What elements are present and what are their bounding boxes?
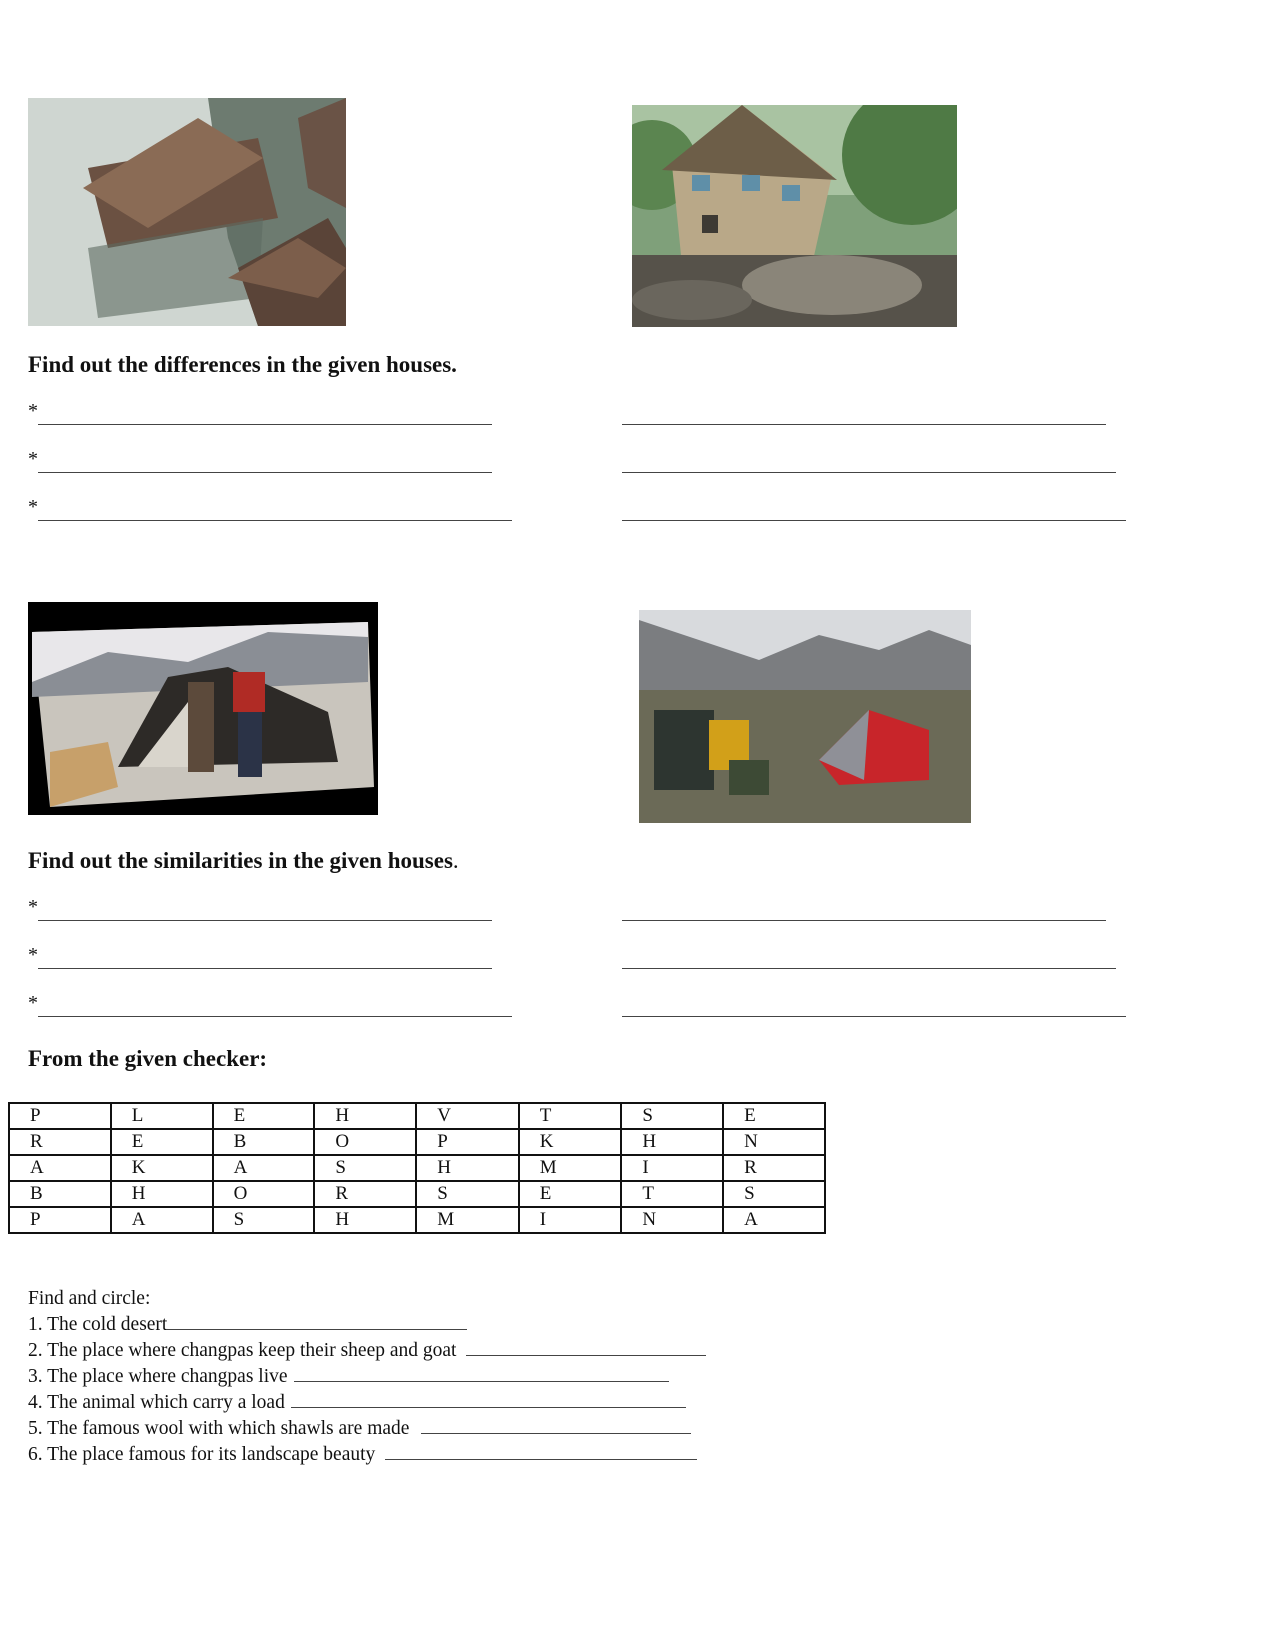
- bullet-star: *: [28, 896, 38, 918]
- bullet-star: *: [28, 992, 38, 1014]
- similarities-heading-text: Find out the similarities in the given houses: [28, 848, 453, 873]
- checker-cell[interactable]: S: [314, 1155, 416, 1181]
- answer-blank[interactable]: [38, 472, 492, 473]
- answer-row: [0, 994, 1275, 1018]
- answer-blank[interactable]: [622, 424, 1106, 425]
- list-item: [28, 1311, 706, 1337]
- differences-heading: Find out the differences in the given houses.: [28, 352, 457, 377]
- checker-cell[interactable]: B: [9, 1181, 111, 1207]
- answer-row: [0, 898, 1275, 922]
- checker-cell[interactable]: P: [416, 1129, 519, 1155]
- checker-cell[interactable]: E: [213, 1103, 315, 1129]
- checker-row: [9, 1129, 825, 1155]
- checker-row: [9, 1181, 825, 1207]
- checker-cell[interactable]: K: [519, 1129, 622, 1155]
- checker-cell[interactable]: R: [314, 1181, 416, 1207]
- bullet-star: *: [28, 400, 38, 422]
- question-text: 5. The famous wool with which shawls are made: [28, 1418, 410, 1439]
- checker-cell[interactable]: H: [416, 1155, 519, 1181]
- checker-cell[interactable]: R: [723, 1155, 825, 1181]
- checker-cell[interactable]: M: [519, 1155, 622, 1181]
- answer-blank[interactable]: [291, 1389, 686, 1408]
- bullet-star: *: [28, 944, 38, 966]
- checker-cell[interactable]: B: [213, 1129, 315, 1155]
- checker-cell[interactable]: S: [621, 1103, 723, 1129]
- checker-cell[interactable]: H: [111, 1181, 213, 1207]
- answer-row: [0, 450, 1275, 474]
- answer-blank[interactable]: [294, 1363, 669, 1382]
- houseboats-image: [28, 98, 346, 326]
- checker-cell[interactable]: P: [9, 1207, 111, 1233]
- checker-cell[interactable]: L: [111, 1103, 213, 1129]
- checker-cell[interactable]: T: [519, 1103, 622, 1129]
- answer-blank[interactable]: [38, 520, 512, 521]
- checker-cell[interactable]: E: [519, 1181, 622, 1207]
- mud-house-image: [632, 105, 957, 327]
- answer-blank[interactable]: [38, 1016, 512, 1017]
- find-title: Find and circle:: [28, 1288, 151, 1309]
- answer-row: [0, 402, 1275, 426]
- checker-row: [9, 1207, 825, 1233]
- checker-cell[interactable]: V: [416, 1103, 519, 1129]
- list-item: [28, 1415, 706, 1441]
- checker-heading: From the given checker:: [28, 1046, 268, 1071]
- answer-blank[interactable]: [38, 920, 492, 921]
- checker-cell[interactable]: S: [416, 1181, 519, 1207]
- answer-blank[interactable]: [622, 520, 1126, 521]
- checker-cell[interactable]: N: [621, 1207, 723, 1233]
- checker-cell[interactable]: S: [723, 1181, 825, 1207]
- list-item: [28, 1389, 706, 1415]
- answer-blank[interactable]: [622, 1016, 1126, 1017]
- answer-blank[interactable]: [385, 1441, 697, 1460]
- question-text: 4. The animal which carry a load: [28, 1392, 285, 1413]
- bullet-star: *: [28, 448, 38, 470]
- changpa-tent-image: [28, 602, 378, 815]
- checker-grid: [8, 1102, 826, 1234]
- checker-row: [9, 1103, 825, 1129]
- answer-blank[interactable]: [38, 424, 492, 425]
- answer-blank[interactable]: [38, 968, 492, 969]
- checker-cell[interactable]: M: [416, 1207, 519, 1233]
- answer-blank[interactable]: [466, 1337, 706, 1356]
- answer-row: [0, 498, 1275, 522]
- checker-cell[interactable]: E: [723, 1103, 825, 1129]
- bullet-star: *: [28, 496, 38, 518]
- checker-cell[interactable]: H: [314, 1207, 416, 1233]
- checker-cell[interactable]: H: [621, 1129, 723, 1155]
- checker-cell[interactable]: H: [314, 1103, 416, 1129]
- checker-cell[interactable]: K: [111, 1155, 213, 1181]
- list-item: [28, 1337, 706, 1363]
- answer-blank[interactable]: [421, 1415, 691, 1434]
- similarities-heading-period: .: [452, 848, 459, 873]
- question-text: 3. The place where changpas live: [28, 1366, 288, 1387]
- question-text: 6. The place famous for its landscape beauty: [28, 1444, 376, 1465]
- answer-blank[interactable]: [167, 1311, 467, 1330]
- answer-row: [0, 946, 1275, 970]
- answer-blank[interactable]: [622, 968, 1116, 969]
- checker-cell[interactable]: A: [111, 1207, 213, 1233]
- question-text: 1. The cold desert: [28, 1314, 168, 1335]
- checker-cell[interactable]: S: [213, 1207, 315, 1233]
- list-item: [28, 1441, 706, 1467]
- similarities-heading: [28, 848, 459, 874]
- checker-cell[interactable]: A: [723, 1207, 825, 1233]
- checker-cell[interactable]: A: [9, 1155, 111, 1181]
- checker-cell[interactable]: O: [213, 1181, 315, 1207]
- checker-cell[interactable]: N: [723, 1129, 825, 1155]
- question-text: 2. The place where changpas keep their sheep and goat: [28, 1340, 457, 1361]
- checker-cell[interactable]: O: [314, 1129, 416, 1155]
- checker-cell[interactable]: I: [621, 1155, 723, 1181]
- camping-tent-image: [639, 610, 971, 823]
- checker-cell[interactable]: A: [213, 1155, 315, 1181]
- find-and-circle-list: [28, 1287, 706, 1467]
- list-item: [28, 1363, 706, 1389]
- checker-cell[interactable]: R: [9, 1129, 111, 1155]
- answer-blank[interactable]: [622, 472, 1116, 473]
- checker-row: [9, 1155, 825, 1181]
- checker-cell[interactable]: E: [111, 1129, 213, 1155]
- checker-cell[interactable]: P: [9, 1103, 111, 1129]
- checker-cell[interactable]: I: [519, 1207, 622, 1233]
- answer-blank[interactable]: [622, 920, 1106, 921]
- checker-cell[interactable]: T: [621, 1181, 723, 1207]
